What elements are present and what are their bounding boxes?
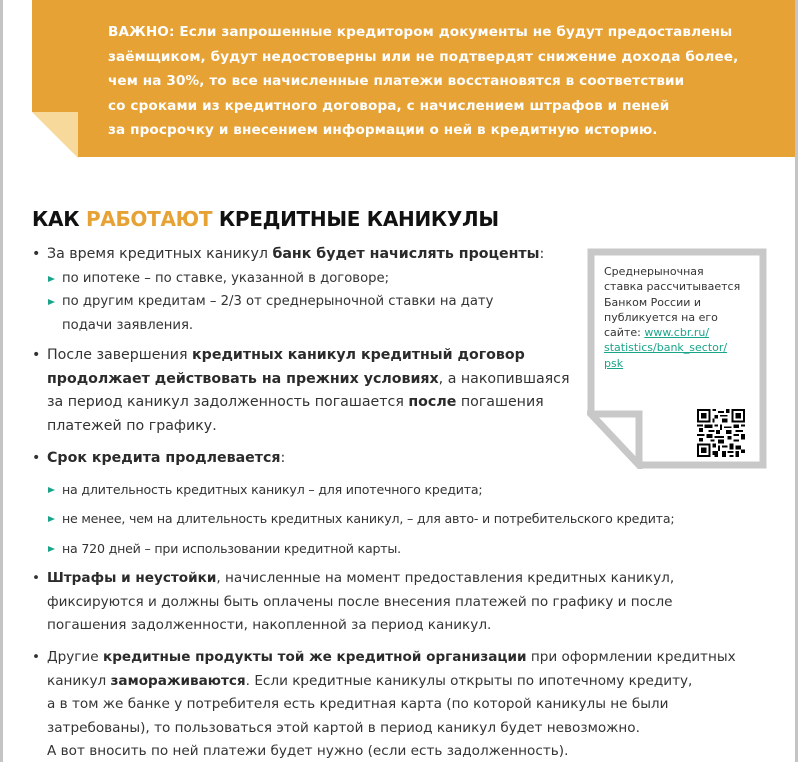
- note-line: сайте:: [604, 326, 645, 340]
- side-note-text: [604, 264, 754, 371]
- text: После завершения: [47, 347, 193, 363]
- text: погашения задолженности, накопленной за период каникул.: [47, 617, 492, 633]
- text: платежей по графику.: [47, 417, 217, 434]
- qr-code-icon[interactable]: [697, 409, 745, 457]
- bold-text: кредитных каникул кредитный договор: [192, 347, 525, 363]
- bullet-dot-icon: •: [32, 347, 41, 363]
- cbr-link[interactable]: statistics/bank_sector/: [604, 341, 728, 355]
- bullet-penalties: [32, 567, 792, 638]
- sub-item: [32, 267, 592, 291]
- list-item: [32, 567, 792, 638]
- callout-line: со сроками из кредитного договора, с начислением штрафов и пеней: [108, 97, 670, 114]
- note-line: Банком России и: [604, 295, 702, 309]
- bold-text: замораживаются: [110, 672, 246, 689]
- sub-text: по ипотеке – по ставке, указанной в договоре;: [62, 270, 390, 286]
- list-item: [32, 646, 792, 762]
- text: А вот вносить по ней платежи будет нужно (если есть задолженность).: [47, 743, 569, 759]
- sub-item: [32, 478, 772, 502]
- callout-fold-corner-icon: [32, 112, 78, 158]
- callout-line: ВАЖНО: Если запрошенные кредитором документы не будут предоставлены: [108, 24, 733, 40]
- text: каникул: [47, 672, 111, 689]
- cbr-link[interactable]: www.cbr.ru/: [644, 326, 710, 340]
- text: погашения: [456, 394, 544, 410]
- cbr-link[interactable]: psk: [604, 356, 624, 370]
- text: затребованы), то пользоваться этой картой в период каникул будет невозможно.: [47, 719, 640, 736]
- bold-text: кредитные продукты той же кредитной организации: [102, 649, 527, 665]
- sub-item: [32, 290, 592, 314]
- bullet-other-products: [32, 646, 792, 762]
- sub-item-continuation: [32, 314, 592, 338]
- section-heading: [32, 207, 499, 231]
- bullet-after-holidays: [32, 344, 592, 438]
- bold-text: банк будет начислять проценты: [272, 246, 540, 262]
- bold-text: продолжает действовать на прежних условиях: [47, 370, 439, 387]
- text: :: [539, 246, 545, 262]
- triangle-arrow-icon: [48, 546, 55, 552]
- note-line: Среднерыночная: [604, 265, 704, 278]
- text: при оформлении кредитных: [526, 649, 736, 665]
- sub-text: не менее, чем на длительность кредитных каникул, – для авто- и потребительского кредита;: [62, 511, 675, 526]
- triangle-arrow-icon: [48, 516, 55, 522]
- triangle-arrow-icon: [48, 487, 55, 493]
- bullet-dot-icon: •: [32, 570, 41, 586]
- text: Другие: [47, 649, 103, 665]
- bullet-dot-icon: •: [32, 649, 41, 665]
- text: фиксируются и должны быть оплачены после внесения платежей по графику и после: [47, 593, 673, 610]
- text: , а накопившаяся: [438, 370, 570, 387]
- heading-part: КРЕДИТНЫЕ КАНИКУЛЫ: [212, 207, 499, 231]
- callout-line: заёмщиком, будут недостоверны или не подтвердят снижение дохода более,: [108, 48, 739, 65]
- text: . Если кредитные каникулы открыты по ипотечному кредиту,: [245, 672, 693, 689]
- callout-line: за просрочку и внесением информации о ней в кредитную историю.: [108, 122, 658, 138]
- text: , начисленные на момент предоставления кредитных каникул,: [216, 570, 675, 586]
- bold-text: Срок кредита продлевается: [47, 450, 281, 466]
- bullet-dot-icon: •: [32, 450, 41, 466]
- text: а в том же банке у потребителя есть кредитная карта (по которой каникулы не были: [47, 696, 669, 712]
- sub-text: по другим кредитам – 2/3 от среднерыночной ставки на дату: [62, 294, 494, 309]
- list-item: [32, 344, 592, 438]
- bold-text: Штрафы и неустойки: [47, 570, 217, 586]
- callout-line: чем на 30%, то все начисленные платежи восстановятся в соответствии: [108, 73, 685, 89]
- list-item: [32, 243, 592, 267]
- sub-item: [32, 537, 772, 561]
- sub-text: подачи заявления.: [62, 317, 194, 333]
- sub-item: [32, 507, 772, 531]
- heading-part: КАК: [32, 207, 86, 231]
- bold-text: после: [408, 394, 457, 410]
- text: :: [280, 450, 286, 466]
- triangle-arrow-icon: [48, 299, 55, 305]
- callout-text: [108, 20, 768, 143]
- page-edge-left: [0, 0, 3, 762]
- bullet-dot-icon: •: [32, 246, 41, 262]
- heading-accent: РАБОТАЮТ: [85, 207, 213, 231]
- bullet-interest: [32, 243, 592, 337]
- note-line: ставка рассчитывается: [604, 280, 741, 294]
- text: за период каникул задолженность погашается: [47, 394, 409, 410]
- note-line: публикуется на его: [604, 310, 718, 324]
- triangle-arrow-icon: [48, 276, 55, 282]
- sub-text: на 720 дней – при использовании кредитной карты.: [62, 540, 401, 556]
- text: За время кредитных каникул: [47, 246, 273, 262]
- sub-text: на длительность кредитных каникул – для ипотечного кредита;: [62, 481, 483, 497]
